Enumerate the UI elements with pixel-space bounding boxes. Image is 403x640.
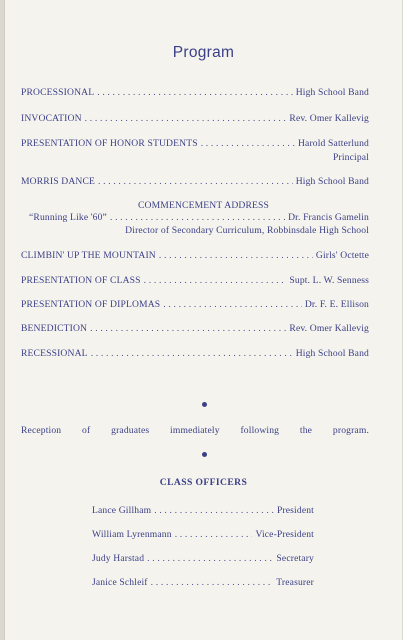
leader-dots bbox=[163, 299, 302, 311]
reception-note: Reception of graduates immediately following the program. bbox=[21, 425, 369, 436]
address-speaker: Dr. Francis Gamelin bbox=[288, 212, 369, 223]
officer-row bbox=[92, 553, 314, 565]
officer-name: William Lyrenmann bbox=[92, 529, 172, 540]
program-item-label: BENEDICTION bbox=[21, 323, 88, 334]
leader-dots bbox=[147, 553, 273, 565]
program-item-invocation bbox=[21, 113, 369, 125]
program-item-benediction bbox=[21, 323, 369, 335]
bullet-ornament bbox=[202, 452, 207, 457]
speaker-title: Director of Secondary Curriculum, Robbinsdale High School bbox=[125, 225, 369, 236]
program-item-presentation-of-class bbox=[21, 275, 369, 287]
leader-dots bbox=[97, 87, 292, 99]
leader-dots bbox=[91, 348, 293, 360]
program-page bbox=[4, 0, 402, 640]
program-item-performer: Harold Satterlund bbox=[297, 138, 369, 149]
program-item-performer: Rev. Omer Kallevig bbox=[289, 323, 369, 334]
leader-dots bbox=[159, 250, 313, 262]
program-item-morris-dance bbox=[21, 176, 369, 188]
leader-dots bbox=[151, 577, 274, 589]
program-item-label: PRESENTATION OF CLASS bbox=[21, 275, 141, 286]
commencement-address bbox=[29, 212, 369, 224]
leader-dots bbox=[154, 505, 274, 517]
address-title: “Running Like '60” bbox=[29, 212, 107, 223]
officer-row bbox=[92, 577, 314, 589]
program-item-climbin bbox=[21, 250, 369, 262]
page-title: Program bbox=[172, 44, 235, 61]
officer-title: Treasurer bbox=[276, 577, 314, 588]
program-item-recessional bbox=[21, 348, 369, 360]
program-item-label: RECESSIONAL bbox=[21, 348, 88, 359]
class-officers-heading: CLASS OFFICERS bbox=[159, 477, 248, 488]
program-item-honor-students bbox=[21, 138, 369, 150]
program-item-performer: Girls' Octette bbox=[315, 250, 369, 261]
leader-dots bbox=[110, 212, 285, 224]
officer-title: Vice-President bbox=[255, 529, 314, 540]
program-item-label: MORRIS DANCE bbox=[21, 176, 96, 187]
program-item-performer: High School Band bbox=[295, 87, 369, 98]
officer-title: President bbox=[276, 505, 314, 516]
program-item-performer: High School Band bbox=[295, 176, 369, 187]
program-item-label: PRESENTATION OF DIPLOMAS bbox=[21, 299, 161, 310]
program-item-diplomas bbox=[21, 299, 369, 311]
program-item-label: CLIMBIN' UP THE MOUNTAIN bbox=[21, 250, 156, 261]
program-item-performer: Supt. L. W. Senness bbox=[289, 275, 369, 286]
program-item-performer: Dr. F. E. Ellison bbox=[304, 299, 369, 310]
officer-row bbox=[92, 505, 314, 517]
leader-dots bbox=[90, 323, 286, 335]
officer-title: Secretary bbox=[276, 553, 314, 564]
leader-dots bbox=[98, 176, 293, 188]
officer-name: Judy Harstad bbox=[92, 553, 145, 564]
performer-title: Principal bbox=[333, 152, 369, 163]
program-item-performer: High School Band bbox=[295, 348, 369, 359]
commencement-heading: COMMENCEMENT ADDRESS bbox=[137, 200, 270, 211]
bullet-ornament bbox=[202, 402, 207, 407]
officer-row bbox=[92, 529, 314, 541]
leader-dots bbox=[175, 529, 253, 541]
officer-name: Lance Gillham bbox=[92, 505, 152, 516]
leader-dots bbox=[201, 138, 295, 150]
officer-name: Janice Schleif bbox=[92, 577, 148, 588]
program-item-label: PRESENTATION OF HONOR STUDENTS bbox=[21, 138, 198, 149]
program-item-processional bbox=[21, 87, 369, 99]
program-item-performer: Rev. Omer Kallevig bbox=[289, 113, 369, 124]
program-item-label: PROCESSIONAL bbox=[21, 87, 95, 98]
program-item-label: INVOCATION bbox=[21, 113, 82, 124]
leader-dots bbox=[144, 275, 287, 287]
leader-dots bbox=[85, 113, 287, 125]
